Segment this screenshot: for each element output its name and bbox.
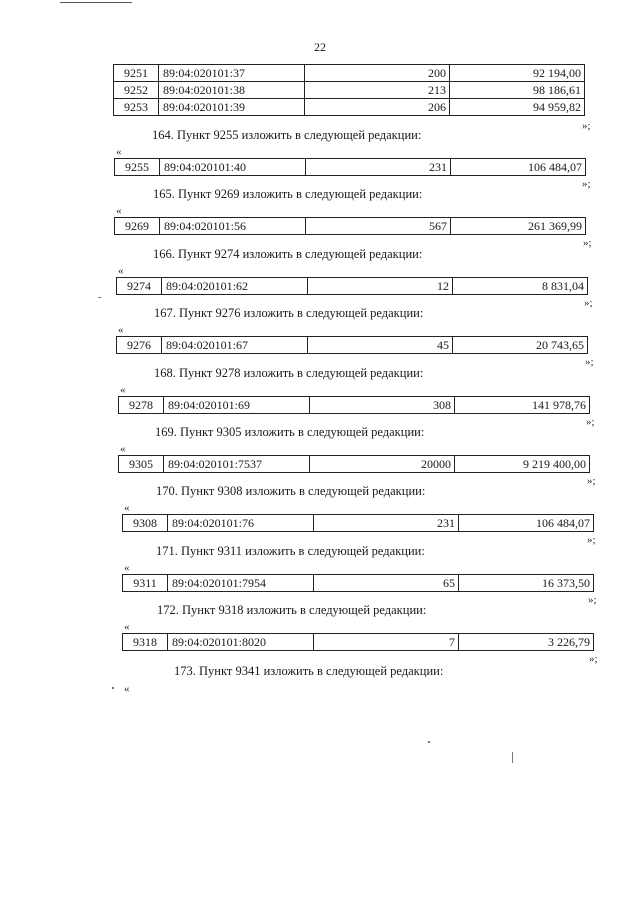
page-number: 22 — [314, 40, 326, 54]
row-number: 9255 — [115, 159, 160, 176]
area-value: 7 — [314, 634, 459, 651]
area-value: 213 — [305, 82, 450, 99]
cadastral-number: 89:04:020101:69 — [164, 397, 310, 414]
table-row — [123, 515, 594, 532]
row-number: 9252 — [114, 82, 159, 99]
area-value: 231 — [306, 159, 451, 176]
table-row — [114, 82, 585, 99]
table-row — [115, 159, 586, 176]
closing-quote: »; — [587, 475, 596, 487]
table-row — [115, 218, 586, 235]
area-value: 200 — [305, 65, 450, 82]
cadastral-number: 89:04:020101:40 — [160, 159, 306, 176]
cadastral-number: 89:04:020101:56 — [160, 218, 306, 235]
table-row — [123, 634, 594, 651]
scan-speck — [112, 687, 114, 689]
cadastral-number: 89:04:020101:76 — [168, 515, 314, 532]
closing-quote: »; — [584, 297, 593, 309]
amendment-table — [122, 514, 594, 532]
row-number: 9311 — [123, 575, 168, 592]
section-heading: 167. Пункт 9276 изложить в следующей редакции: — [154, 306, 424, 320]
row-number: 9308 — [123, 515, 168, 532]
area-value: 20000 — [310, 456, 455, 473]
opening-quote: « — [116, 146, 122, 158]
closing-quote: »; — [582, 178, 591, 190]
opening-quote: « — [118, 324, 124, 336]
section-heading: 164. Пункт 9255 изложить в следующей редакции: — [152, 128, 422, 142]
table-row — [119, 397, 590, 414]
scan-speck — [512, 752, 513, 763]
opening-quote: « — [124, 502, 130, 514]
cadastral-number: 89:04:020101:37 — [159, 65, 305, 82]
top-table — [113, 64, 585, 116]
amendment-table — [122, 633, 594, 651]
amount-value: 106 484,07 — [451, 159, 586, 176]
amount-value: 106 484,07 — [459, 515, 594, 532]
amount-value: 94 959,82 — [450, 99, 585, 116]
row-number: 9278 — [119, 397, 164, 414]
section-heading: 166. Пункт 9274 изложить в следующей редакции: — [153, 247, 423, 261]
table-row — [114, 99, 585, 116]
cadastral-number: 89:04:020101:39 — [159, 99, 305, 116]
cadastral-number: 89:04:020101:67 — [162, 337, 308, 354]
amendment-table — [114, 158, 586, 176]
closing-quote: »; — [587, 534, 596, 546]
amendment-table — [116, 277, 588, 295]
area-value: 206 — [305, 99, 450, 116]
closing-quote: »; — [583, 237, 592, 249]
amendment-table — [114, 217, 586, 235]
opening-quote: « — [124, 562, 130, 574]
opening-quote: « — [118, 265, 124, 277]
cadastral-number: 89:04:020101:7537 — [164, 456, 310, 473]
table-row — [117, 337, 588, 354]
row-number: 9251 — [114, 65, 159, 82]
area-value: 567 — [306, 218, 451, 235]
section-heading: 170. Пункт 9308 изложить в следующей редакции: — [156, 484, 426, 498]
table-row — [123, 575, 594, 592]
table-row — [119, 456, 590, 473]
closing-quote: »; — [582, 120, 591, 132]
amount-value: 98 186,61 — [450, 82, 585, 99]
row-number: 9253 — [114, 99, 159, 116]
scan-speck — [98, 297, 101, 298]
table-row — [114, 65, 585, 82]
amendment-table — [118, 455, 590, 473]
section-heading: 165. Пункт 9269 изложить в следующей редакции: — [153, 187, 423, 201]
amount-value: 16 373,50 — [459, 575, 594, 592]
amount-value: 9 219 400,00 — [455, 456, 590, 473]
amount-value: 261 369,99 — [451, 218, 586, 235]
area-value: 308 — [310, 397, 455, 414]
amount-value: 92 194,00 — [450, 65, 585, 82]
cadastral-number: 89:04:020101:8020 — [168, 634, 314, 651]
section-heading-last: 173. Пункт 9341 изложить в следующей редакции: — [174, 664, 444, 678]
cadastral-number: 89:04:020101:7954 — [168, 575, 314, 592]
area-value: 12 — [308, 278, 453, 295]
scan-edge-line — [60, 2, 132, 3]
table-row — [117, 278, 588, 295]
row-number: 9305 — [119, 456, 164, 473]
closing-quote: »; — [589, 653, 598, 665]
opening-quote: « — [116, 205, 122, 217]
section-heading: 172. Пункт 9318 изложить в следующей редакции: — [157, 603, 427, 617]
amendment-table — [116, 336, 588, 354]
cadastral-number: 89:04:020101:38 — [159, 82, 305, 99]
amount-value: 3 226,79 — [459, 634, 594, 651]
opening-quote: « — [124, 621, 130, 633]
row-number: 9274 — [117, 278, 162, 295]
amount-value: 20 743,65 — [453, 337, 588, 354]
closing-quote: »; — [588, 594, 597, 606]
section-heading: 171. Пункт 9311 изложить в следующей редакции: — [156, 544, 425, 558]
closing-quote: »; — [585, 356, 594, 368]
cadastral-number: 89:04:020101:62 — [162, 278, 308, 295]
opening-quote: « — [120, 384, 126, 396]
area-value: 45 — [308, 337, 453, 354]
scan-speck — [428, 741, 430, 743]
section-heading: 169. Пункт 9305 изложить в следующей редакции: — [155, 425, 425, 439]
opening-quote: « — [120, 443, 126, 455]
amount-value: 141 978,76 — [455, 397, 590, 414]
amendment-table — [122, 574, 594, 592]
row-number: 9269 — [115, 218, 160, 235]
area-value: 65 — [314, 575, 459, 592]
amendment-table — [118, 396, 590, 414]
closing-quote: »; — [586, 416, 595, 428]
row-number: 9276 — [117, 337, 162, 354]
amount-value: 8 831,04 — [453, 278, 588, 295]
section-heading: 168. Пункт 9278 изложить в следующей редакции: — [154, 366, 424, 380]
row-number: 9318 — [123, 634, 168, 651]
area-value: 231 — [314, 515, 459, 532]
opening-quote: « — [124, 683, 130, 695]
